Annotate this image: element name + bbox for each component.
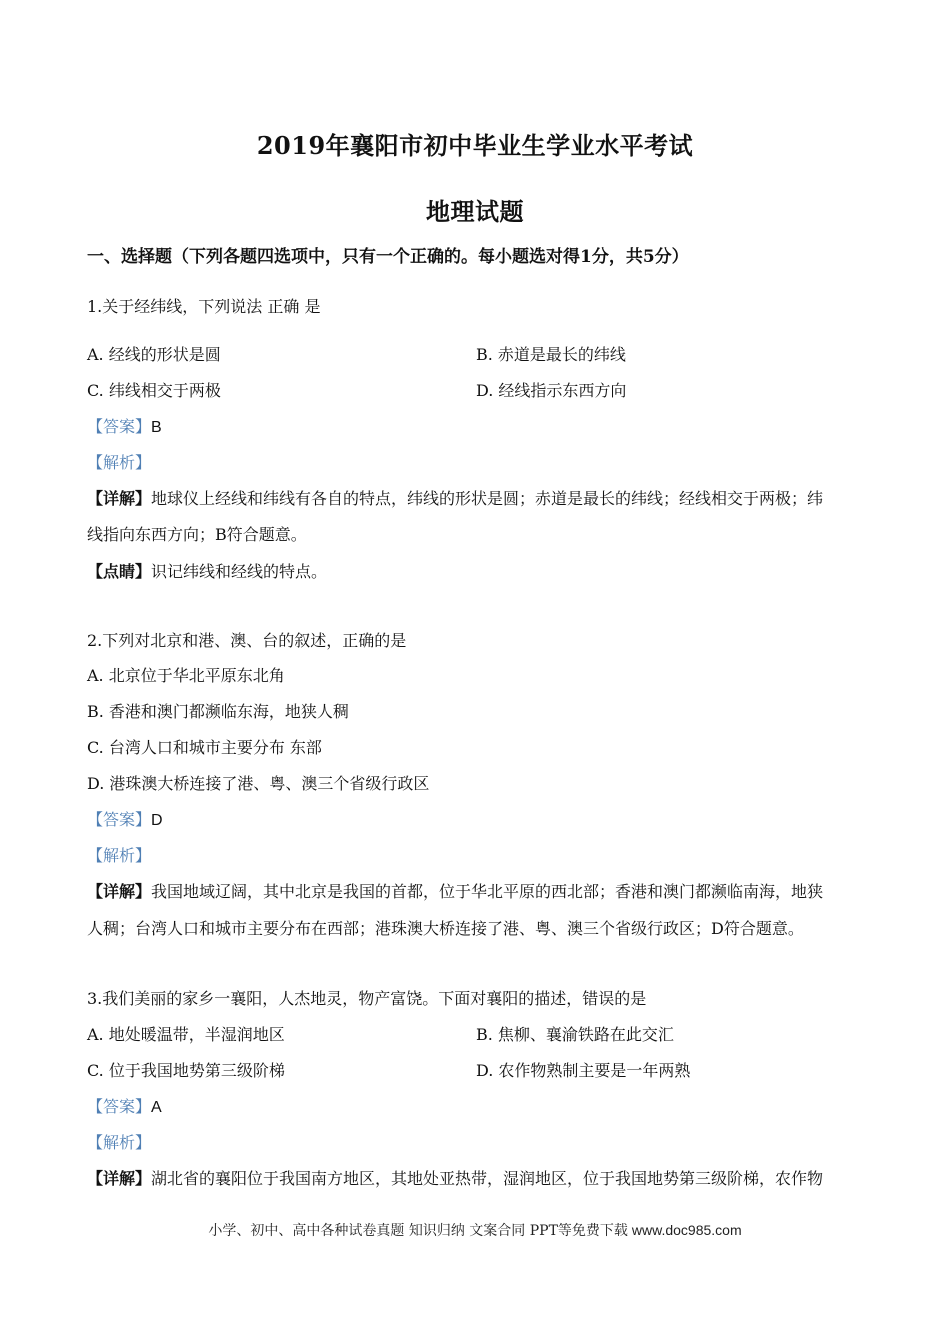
question-3-stem: 3.我们美丽的家乡一襄阳，人杰地灵，物产富饶。下面对襄阳的描述，错误的是 [87, 989, 647, 1008]
detail-tag: 【详解】 [87, 489, 152, 508]
answer-tag: 【答案】 [87, 1097, 152, 1116]
question-3-option-b: B. 焦柳、襄渝铁路在此交汇 [476, 1025, 674, 1044]
question-1-point [87, 561, 327, 583]
footer-text: 小学、初中、高中各种试卷真题 知识归纳 文案合同 PPT等免费下载 [208, 1223, 628, 1239]
question-3-analysis [87, 1132, 151, 1154]
analysis-tag: 【解析】 [87, 1133, 152, 1152]
question-2-option-b: B. 香港和澳门都濒临东海，地狭人稠 [87, 702, 349, 721]
question-2-answer [87, 809, 163, 832]
detail-text: 地球仪上经线和纬线有各自的特点，纬线的形状是圆；赤道是最长的纬线；经线相交于两极；纬 [151, 489, 824, 508]
document-title: 2019年襄阳市初中毕业生学业水平考试 [256, 131, 694, 160]
point-tag: 【点睛】 [87, 562, 152, 581]
answer-value: D [151, 812, 163, 829]
question-3-detail-line-1 [87, 1168, 823, 1190]
question-2-option-c: C. 台湾人口和城市主要分布 东部 [87, 738, 322, 757]
answer-tag: 【答案】 [87, 417, 152, 436]
question-1-detail-line-1 [87, 488, 823, 510]
question-1-option-a: A. 经线的形状是圆 [87, 345, 221, 364]
question-1-option-d: D. 经线指示东西方向 [476, 381, 627, 400]
question-1-analysis [87, 452, 151, 474]
question-2-option-d: D. 港珠澳大桥连接了港、粤、澳三个省级行政区 [87, 774, 430, 793]
question-1-detail-line-2: 线指向东西方向；B符合题意。 [87, 525, 307, 544]
question-2-option-a: A. 北京位于华北平原东北角 [87, 666, 285, 685]
question-1-answer [87, 416, 162, 439]
analysis-tag: 【解析】 [87, 453, 152, 472]
question-1-option-c: C. 纬线相交于两极 [87, 381, 221, 400]
detail-text: 我国地域辽阔，其中北京是我国的首都，位于华北平原的西北部；香港和澳门都濒临南海，地狭 [151, 882, 824, 901]
question-2-detail-line-1 [87, 881, 823, 903]
question-3-option-d: D. 农作物熟制主要是一年两熟 [476, 1061, 691, 1080]
answer-tag: 【答案】 [87, 810, 152, 829]
question-2-analysis [87, 845, 151, 867]
question-1-stem: 1.关于经纬线，下列说法 正确 是 [87, 297, 321, 316]
point-text: 识记纬线和经线的特点。 [151, 562, 328, 581]
analysis-tag: 【解析】 [87, 846, 152, 865]
question-3-option-a: A. 地处暖温带，半湿润地区 [87, 1025, 285, 1044]
answer-value: A [151, 1099, 162, 1116]
question-3-answer [87, 1096, 162, 1119]
detail-text: 湖北省的襄阳位于我国南方地区，其地处亚热带，湿润地区，位于我国地势第三级阶梯，农作物 [151, 1169, 824, 1188]
question-2-stem: 2.下列对北京和港、澳、台的叙述，正确的是 [87, 631, 407, 650]
answer-value: B [151, 419, 162, 436]
question-1-option-b: B. 赤道是最长的纬线 [476, 345, 626, 364]
question-3-option-c: C. 位于我国地势第三级阶梯 [87, 1061, 285, 1080]
question-2-detail-line-2: 人稠；台湾人口和城市主要分布在西部；港珠澳大桥连接了港、粤、澳三个省级行政区；D符合题意。 [87, 919, 804, 938]
section-heading: 一、选择题（下列各题四选项中，只有一个正确的。每小题选对得1分，共5分） [87, 247, 689, 267]
footer-link[interactable]: www.doc985.com [631, 1222, 742, 1238]
detail-tag: 【详解】 [87, 1169, 152, 1188]
document-subtitle: 地理试题 [426, 197, 524, 226]
page-footer [0, 1220, 950, 1240]
detail-tag: 【详解】 [87, 882, 152, 901]
